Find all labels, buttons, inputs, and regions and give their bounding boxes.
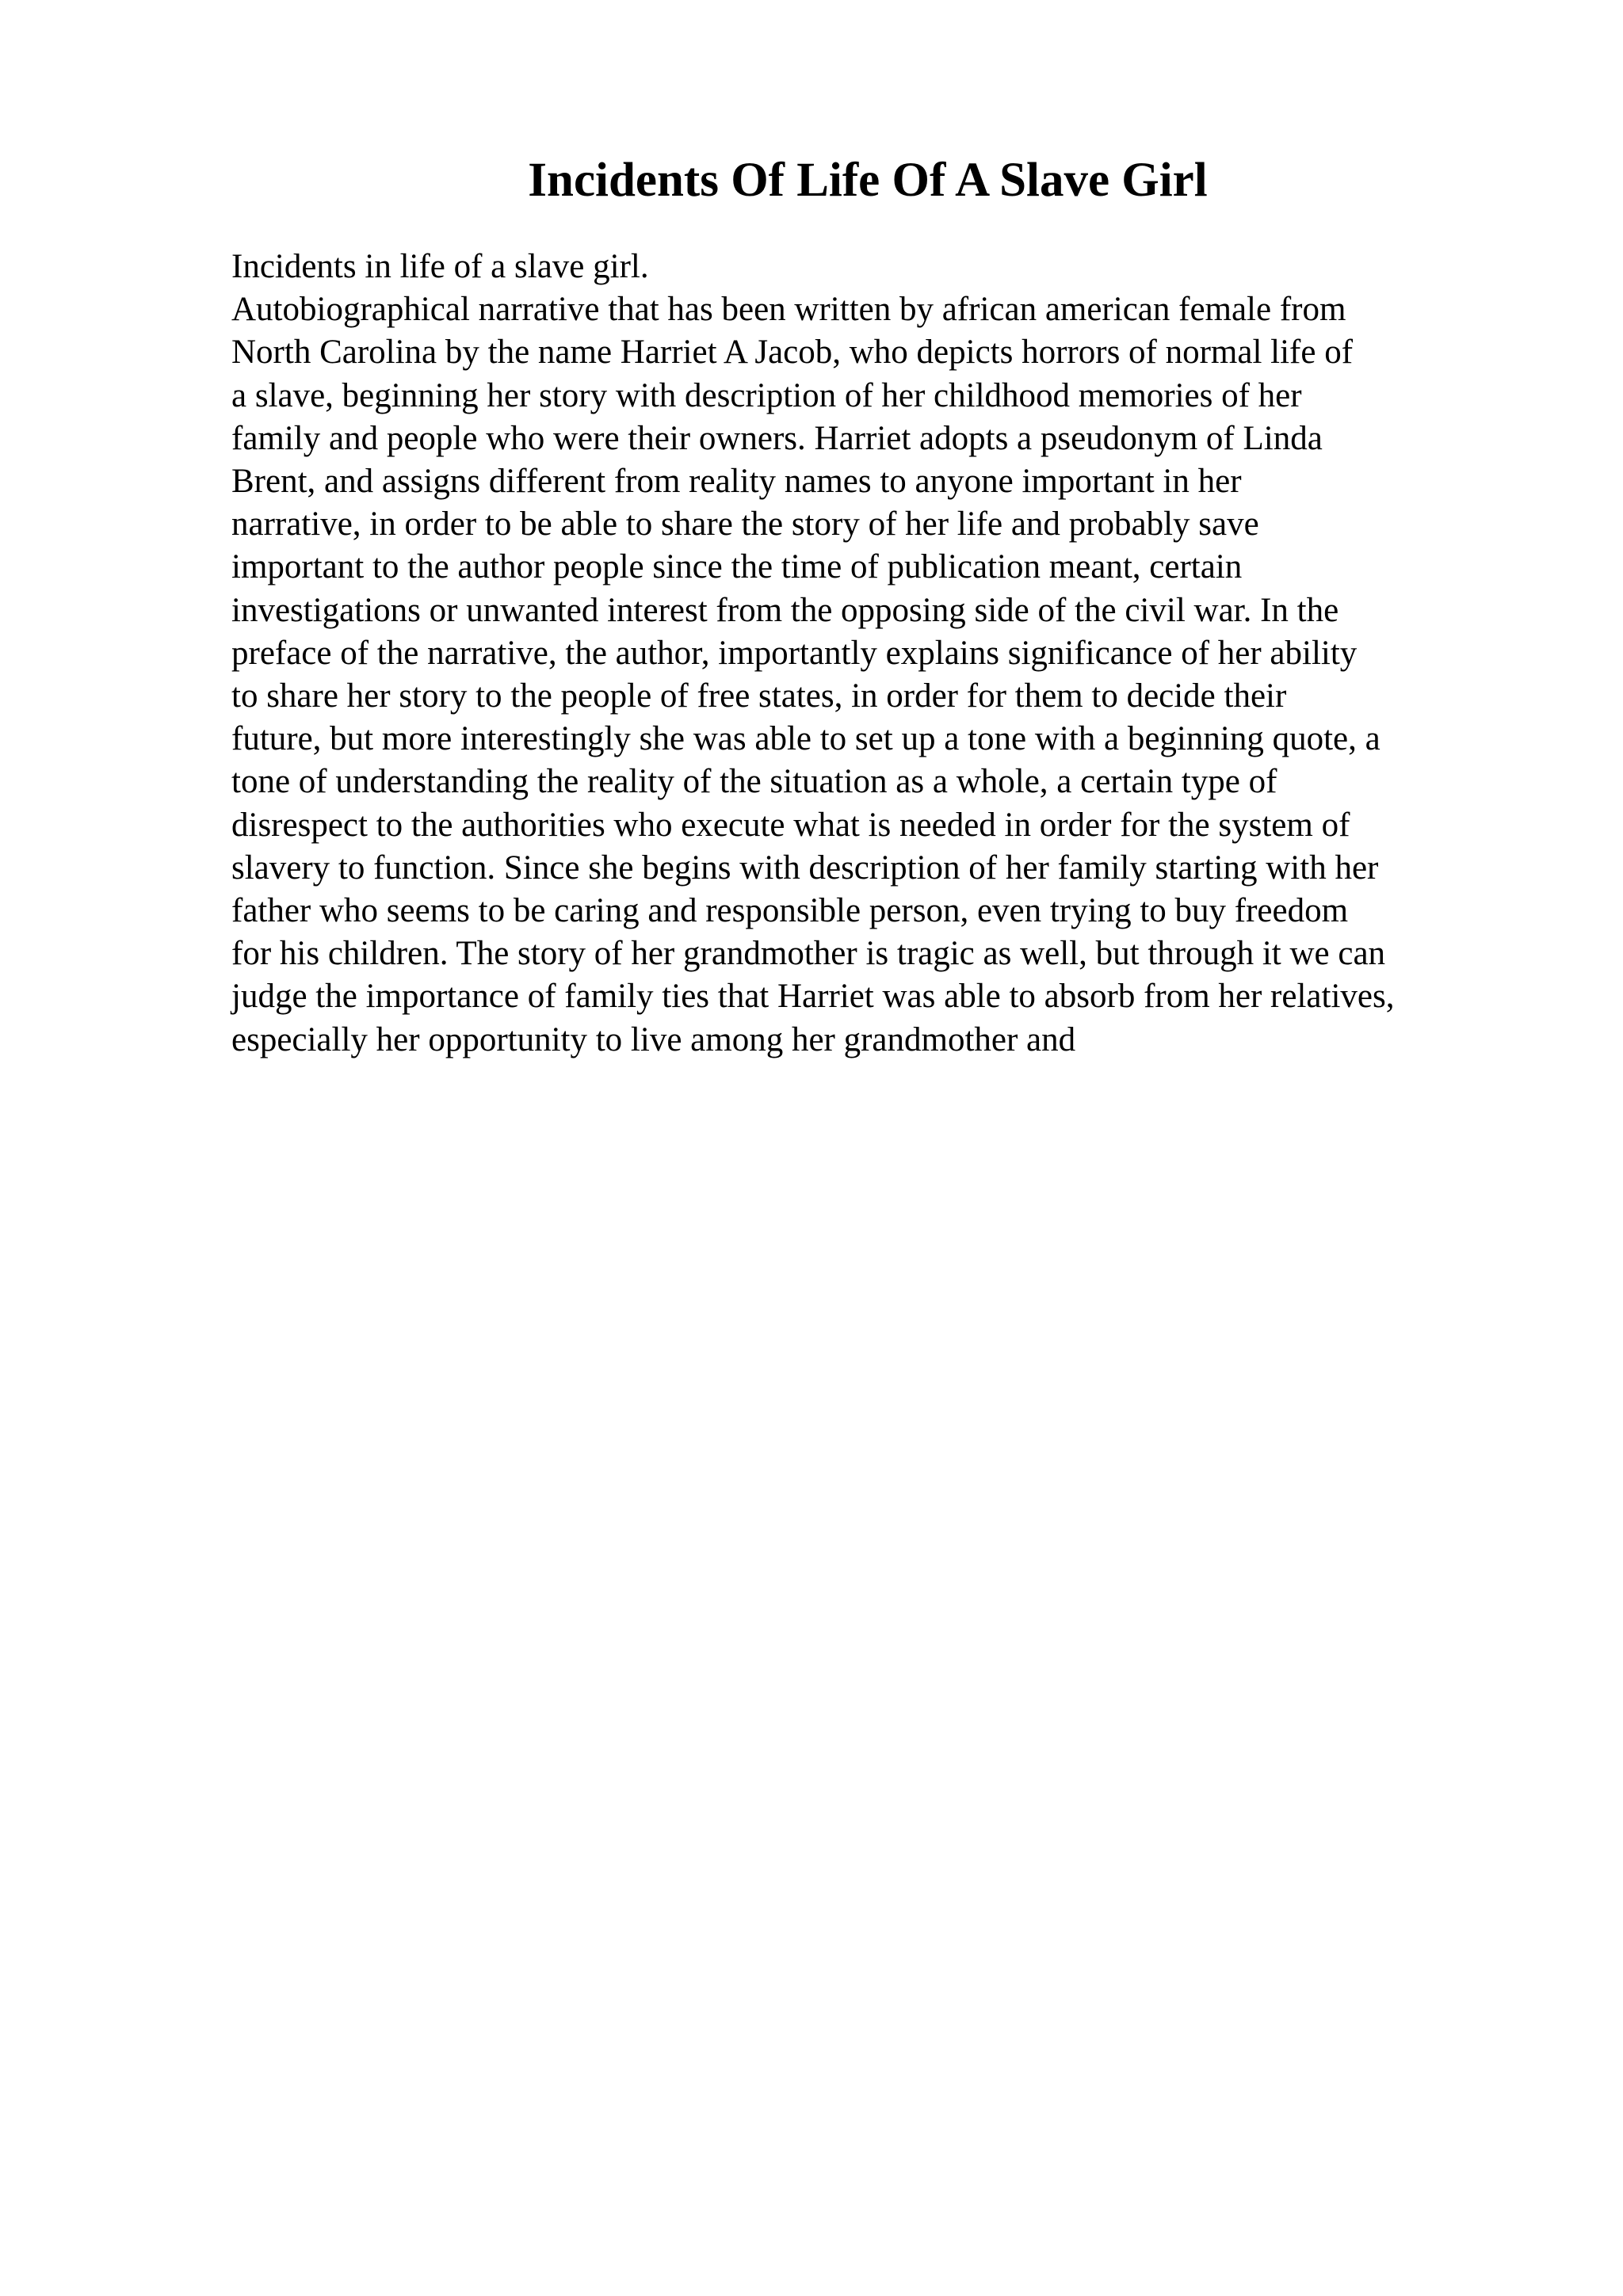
body-line: especially her opportunity to live among her grandmother and xyxy=(231,1020,1076,1058)
body-line: North Carolina by the name Harriet A Jacob, who depicts horrors of normal life of xyxy=(231,334,1354,372)
document-body xyxy=(231,246,1579,1062)
body-line: family and people who were their owners. Harriet adopts a pseudonym of Linda xyxy=(231,419,1323,457)
body-line: a slave, beginning her story with description of her childhood memories of her xyxy=(231,376,1302,414)
body-line: disrespect to the authorities who execute what is needed in order for the system of xyxy=(231,806,1350,844)
body-line: Incidents in life of a slave girl. xyxy=(231,248,649,285)
body-line: important to the author people since the time of publication meant, certain xyxy=(231,548,1243,586)
body-line: Autobiographical narrative that has been written by african american female from xyxy=(231,291,1346,329)
body-line: for his children. The story of her grandmother is tragic as well, but through it we can xyxy=(231,935,1386,973)
body-line: preface of the narrative, the author, importantly explains significance of her ability xyxy=(231,634,1358,672)
body-line: father who seems to be caring and responsible person, even trying to buy freedom xyxy=(231,892,1349,930)
body-line: slavery to function. Since she begins with description of her family starting with her xyxy=(231,849,1379,887)
body-line: judge the importance of family ties that Harriet was able to absorb from her relatives, xyxy=(231,978,1395,1016)
body-line: narrative, in order to be able to share the story of her life and probably save xyxy=(231,505,1259,543)
document-title: Incidents Of Life Of A Slave Girl xyxy=(528,154,1208,207)
body-line: investigations or unwanted interest from the opposing side of the civil war. In the xyxy=(231,591,1339,629)
body-line: to share her story to the people of free states, in order for them to decide their xyxy=(231,677,1287,715)
body-line: future, but more interestingly she was able to set up a tone with a beginning quote, a xyxy=(231,720,1381,758)
body-line: tone of understanding the reality of the situation as a whole, a certain type of xyxy=(231,763,1277,801)
body-line: Brent, and assigns different from reality names to anyone important in her xyxy=(231,463,1242,501)
